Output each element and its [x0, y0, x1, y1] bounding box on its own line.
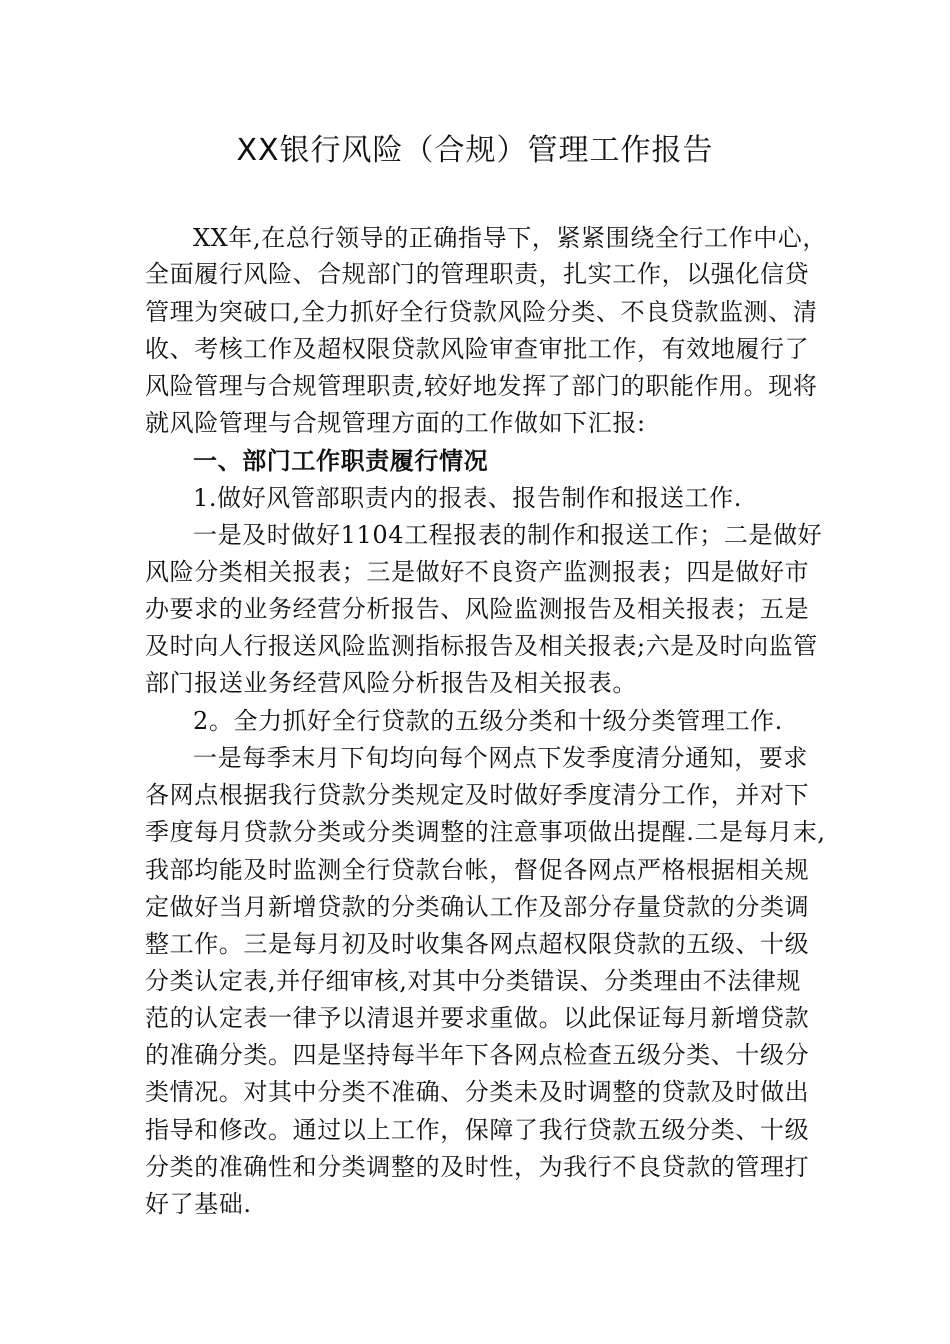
paragraph-line: 好了基础. [145, 1190, 252, 1218]
paragraph-line: 一是每季末月下旬均向每个网点下发季度清分通知，要求 [193, 744, 808, 772]
paragraph-line: 类情况。对其中分类不准确、分类未及时调整的贷款及时做出 [145, 1078, 810, 1106]
paragraph-line: 部门报送业务经营风险分析报告及相关报表。 [145, 669, 637, 697]
paragraph-line: 办要求的业务经营分析报告、风险监测报告及相关报表；五是 [145, 595, 810, 623]
paragraph-line: 风险管理与合规管理职责,较好地发挥了部门的职能作用。现将 [145, 372, 818, 400]
paragraph-line: 各网点根据我行贷款分类规定及时做好季度清分工作，并对下 [145, 781, 810, 809]
paragraph-line: 的准确分类。四是坚持每半年下各网点检查五级分类、十级分 [145, 1041, 810, 1069]
paragraph-line: 定做好当月新增贷款的分类确认工作及部分存量贷款的分类调 [145, 893, 810, 921]
section-heading: 一、部门工作职责履行情况 [193, 446, 489, 475]
paragraph-line: 范的认定表一律予以清退并要求重做。以此保证每月新增贷款 [145, 1004, 810, 1032]
paragraph-line: 风险分类相关报表；三是做好不良资产监测报表；四是做好市 [145, 558, 810, 586]
paragraph-line: 一是及时做好1104工程报表的制作和报送工作；二是做好 [193, 521, 823, 549]
paragraph-line: 管理为突破口,全力抓好全行贷款风险分类、不良贷款监测、清 [145, 298, 818, 326]
subsection-heading: 1.做好风管部职责内的报表、报告制作和报送工作. [193, 484, 742, 512]
paragraph-line: 指导和修改。通过以上工作，保障了我行贷款五级分类、十级 [145, 1116, 810, 1144]
subsection-heading: 2。全力抓好全行贷款的五级分类和十级分类管理工作. [193, 707, 783, 735]
document-title: XX银行风险（合规）管理工作报告 [236, 133, 714, 168]
paragraph-line: 分类的准确性和分类调整的及时性，为我行不良贷款的管理打 [145, 1153, 810, 1181]
paragraph-line: 就风险管理与合规管理方面的工作做如下汇报: [145, 409, 646, 437]
paragraph-line: 分类认定表,并仔细审核,对其中分类错误、分类理由不法律规 [145, 967, 802, 995]
paragraph-line: 我部均能及时监测全行贷款台帐，督促各网点严格根据相关规 [145, 856, 810, 884]
paragraph-line: 收、考核工作及超权限贷款风险审查审批工作，有效地履行了 [145, 335, 810, 363]
paragraph-line: XX年,在总行领导的正确指导下，紧紧围绕全行工作中心， [193, 224, 827, 252]
paragraph-line: 季度每月贷款分类或分类调整的注意事项做出提醒.二是每月末, [145, 818, 826, 846]
paragraph-line: 全面履行风险、合规部门的管理职责，扎实工作，以强化信贷 [145, 260, 810, 288]
paragraph-line: 及时向人行报送风险监测指标报告及相关报表;六是及时向监管 [145, 632, 818, 660]
paragraph-line: 整工作。三是每月初及时收集各网点超权限贷款的五级、十级 [145, 930, 810, 958]
